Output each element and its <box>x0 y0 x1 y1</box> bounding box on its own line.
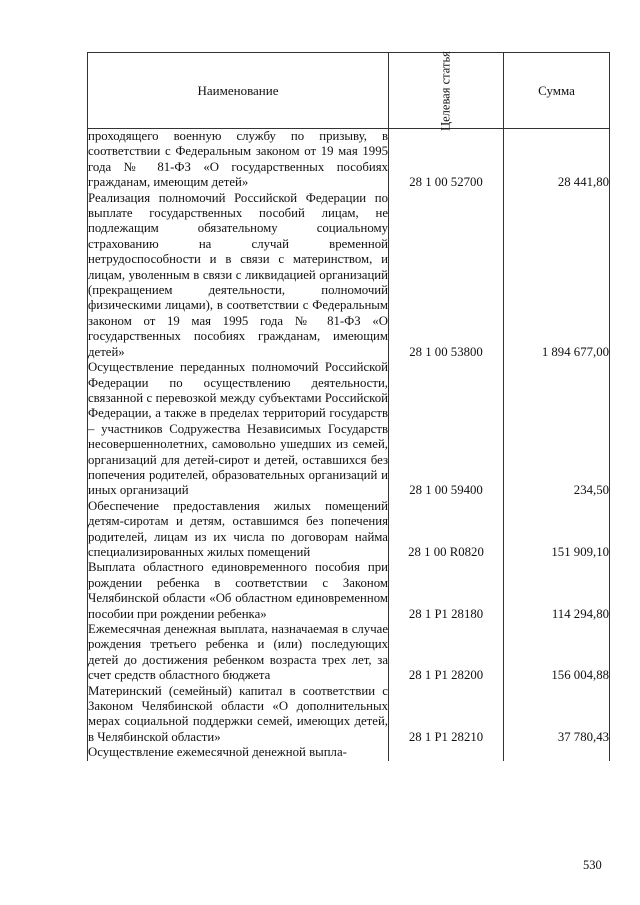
row-code: 28 1 P1 28200 <box>389 622 504 684</box>
row-sum <box>504 745 610 760</box>
row-sum: 37 780,43 <box>504 684 610 746</box>
table-row <box>88 560 610 622</box>
row-name: Материнский (семейный) капитал в соответствии с Законом Челябинской области «О дополнительных мерах социальной поддержки семей, имеющих детей, в Челябинской области» <box>88 683 388 744</box>
row-name: Ежемесячная денежная выплата, назначаемая в случае рождения третьего ребенка и (или) последующих детей до достижения ребенком возраста трех лет, за счет средств областного бюджета <box>88 622 388 683</box>
row-sum: 151 909,10 <box>504 499 610 561</box>
header-sum: Сумма <box>504 53 610 129</box>
header-name: Наименование <box>88 53 389 129</box>
row-code: 28 1 00 R0820 <box>389 499 504 561</box>
table-row <box>88 499 610 561</box>
row-sum: 1 894 677,00 <box>504 191 610 360</box>
row-name: Осуществление ежемесячной денежной выпла- <box>88 745 389 760</box>
row-name: Выплата областного единовременного пособия при рождении ребенка в соответствии с Законом Челябинской области «Об областном единовременном пособии при рождении ребенка» <box>88 560 388 621</box>
row-code: 28 1 P1 28180 <box>389 560 504 622</box>
row-sum: 114 294,80 <box>504 560 610 622</box>
table-row <box>88 191 610 360</box>
row-name: Обеспечение предоставления жилых помещений детям-сиротам и детям, оставшимся без попечения родителей, лицам из их числа по договорам найма специализированных жилых помещений <box>88 498 388 559</box>
table-row <box>88 360 610 499</box>
budget-table <box>87 52 610 761</box>
row-code: 28 1 00 59400 <box>389 360 504 499</box>
page-number: 530 <box>583 858 602 872</box>
row-code: 28 1 00 52700 <box>389 129 504 191</box>
table-row <box>88 684 610 746</box>
row-code <box>389 745 504 760</box>
table-row <box>88 622 610 684</box>
row-name: проходящего военную службу по призыву, в соответствии с Федеральным законом от 19 мая 1995 года № 81-ФЗ «О государственных пособиях гражданам, имеющим детей» <box>88 129 388 190</box>
table-row <box>88 745 610 760</box>
row-code: 28 1 00 53800 <box>389 191 504 360</box>
row-name: Осуществление переданных полномочий Российской Федерации по осуществлению деятельности, связанной с перевозкой между субъектами Российской Федерации, а также в пределах территорий государств – участников Содружества Независимых Государств несовершеннолетних, самовольно ушедших из семей, организаций для детей-сирот и детей, оставшихся без попечения родителей, образовательных организаций и иных организаций <box>88 360 388 498</box>
table-header-row <box>88 53 610 129</box>
row-sum: 28 441,80 <box>504 129 610 191</box>
table-row <box>88 129 610 191</box>
row-name: Реализация полномочий Российской Федерации по выплате государственных пособий лицам, не подлежащим обязательному социальному страхованию на случай временной нетрудоспособности и в связи с материнством, и лицам, уволенным в связи с ликвидацией организаций (прекращением деятельности, полномочий физическими лицами), в соответствии с Федеральным законом от 19 мая 1995 года № 81-ФЗ «О государственных пособиях гражданам, имеющим детей» <box>88 190 388 359</box>
row-sum: 234,50 <box>504 360 610 499</box>
row-sum: 156 004,88 <box>504 622 610 684</box>
header-code: Целевая статья <box>438 50 453 131</box>
header-code-cell <box>389 50 504 131</box>
row-code: 28 1 P1 28210 <box>389 684 504 746</box>
